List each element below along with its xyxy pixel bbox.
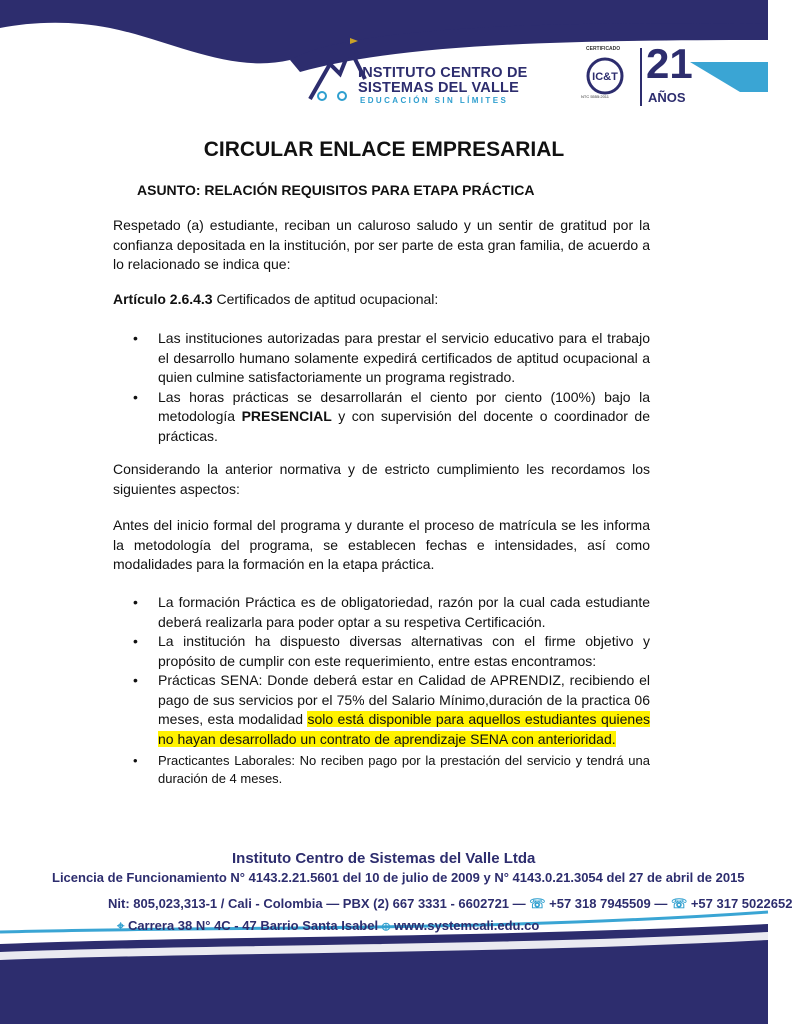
institution-name-line1: INSTITUTO CENTRO DE xyxy=(358,65,528,81)
phone-icon: ☏ xyxy=(670,896,691,911)
list-item-text: Las horas prácticas se desarrollarán el ciento por ciento (100%) bajo la metodología xyxy=(158,388,650,424)
highlighted-text: solo está disponible para aquellos estudiantes quienes no hayan desarrollado un contrato de aprendizaje SENA con anterioridad. xyxy=(158,711,650,747)
footer-address-line xyxy=(117,918,539,934)
footer-license: Licencia de Funcionamiento N° 4143.2.21.5601 del 10 de julio de 2009 y N° 4143.0.21.3054 del 27 de abril de 2015 xyxy=(52,870,745,885)
article-paragraph xyxy=(113,290,650,310)
practice-list xyxy=(113,593,650,788)
phone-icon: ☏ xyxy=(529,896,550,911)
methodology-paragraph: Antes del inicio formal del programa y durante el proceso de matrícula se les informa la metodología del programa, se establecen fechas e intensidades, así como modalidades para la formación en la etapa práctica. xyxy=(113,517,650,572)
cert-label: CERTIFICADO xyxy=(586,46,621,52)
institution-name-line2: SISTEMAS DEL VALLE xyxy=(358,80,519,96)
svg-text:IC&T: IC&T xyxy=(592,71,618,83)
cert-sub: NTC 5555:2011 xyxy=(581,94,609,99)
anniversary-number: 21 xyxy=(646,40,693,87)
list-item-text: Practicantes Laborales: No reciben pago por la prestación del servicio y tendrá una duración de 4 meses. xyxy=(158,753,650,786)
footer-nit: Nit: 805,023,313-1 / Cali - Colombia — PBX (2) 667 3331 - 6602721 — xyxy=(108,896,526,911)
list-item-text: La institución ha dispuesto diversas alternativas con el firme objetivo y propósito de cumplir con este requerimiento, entre estas encontramos: xyxy=(158,633,650,669)
footer-phone-2[interactable]: +57 317 5022652 xyxy=(690,896,792,911)
bullet: • xyxy=(133,753,138,768)
intro-paragraph: Respetado (a) estudiante, reciban un caluroso saludo y un sentir de gratitud por la confianza depositada en la institución, por ser parte de esta gran familia, de acuerdo a lo relacionado se indica que: xyxy=(113,217,650,272)
list-item-text: y con supervisión del docente o coordinador de prácticas. xyxy=(158,408,650,444)
location-pin-icon: ⌖ xyxy=(117,918,128,933)
bullet: • xyxy=(133,672,138,688)
list-item xyxy=(113,632,650,671)
document-title: CIRCULAR ENLACE EMPRESARIAL xyxy=(203,138,565,161)
list-item-text: La formación Práctica es de obligatoriedad, razón por la cual cada estudiante deberá realizarla para poder optar a su respetiva Certificación. xyxy=(158,594,650,630)
footer-company-name: Instituto Centro de Sistemas del Valle Ltda xyxy=(232,850,536,867)
presencial-emphasis: PRESENCIAL xyxy=(241,408,332,424)
list-item xyxy=(113,752,650,788)
footer-separator: — xyxy=(654,896,671,911)
institution-tagline: EDUCACIÓN SIN LÍMITES xyxy=(360,96,509,105)
article-list xyxy=(113,329,650,446)
bullet: • xyxy=(133,330,138,346)
header-divider xyxy=(640,48,642,106)
footer-website-link[interactable]: www.systemcali.edu.co xyxy=(393,918,540,933)
list-item-text: Las instituciones autorizadas para prestar el servicio educativo para el trabajo el desarrollo humano solamente expedirá certificados de aptitud ocupacional a quien culmine satisfactoriamente un programa registrado. xyxy=(158,330,650,385)
footer-phone-1[interactable]: +57 318 7945509 xyxy=(549,896,651,911)
article-number: Artículo 2.6.4.3 xyxy=(113,291,213,307)
footer-contact-line xyxy=(108,896,792,912)
list-item xyxy=(113,388,650,447)
list-item xyxy=(113,671,650,749)
article-text: Certificados de aptitud ocupacional: xyxy=(212,291,439,307)
list-item-text: Prácticas SENA: Donde deberá estar en Calidad de APRENDIZ, recibiendo el pago de sus servicios por el 75% del Salario Mínimo,duración de la practica 06 meses, esta modalidad xyxy=(158,672,650,727)
bullet: • xyxy=(133,388,138,405)
footer-address: Carrera 38 N° 4C - 47 Barrio Santa Isabel xyxy=(127,918,379,933)
considering-paragraph: Considerando la anterior normativa y de estricto cumplimiento les recordamos los siguientes aspectos: xyxy=(113,461,650,497)
institution-name xyxy=(358,66,527,96)
globe-icon: ⊕ xyxy=(381,918,394,933)
document-subject: ASUNTO: RELACIÓN REQUISITOS PARA ETAPA PRÁCTICA xyxy=(137,182,535,198)
list-item xyxy=(113,593,650,632)
list-item xyxy=(113,329,650,388)
anniversary-label: AÑOS xyxy=(648,90,686,105)
bullet: • xyxy=(133,594,138,610)
bullet: • xyxy=(133,633,138,649)
